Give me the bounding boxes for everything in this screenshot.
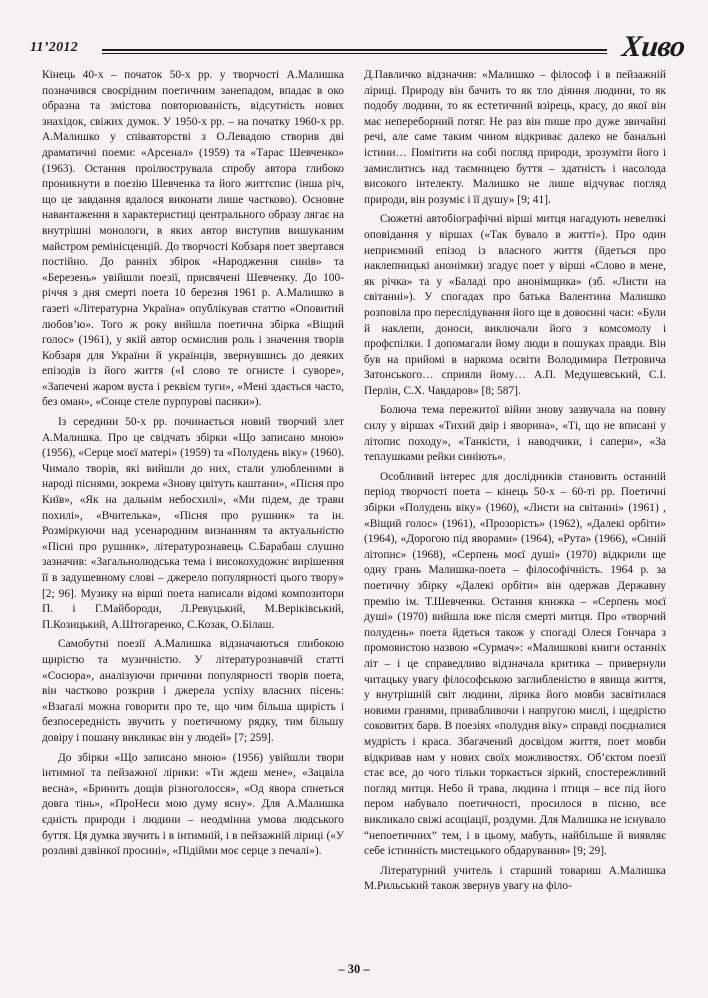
- paragraph: До збірки «Що записано мною» (1956) увійшли твори інтимної та пейзажної лірики: «Ти ждеш мене», «Зацвіла весна», «Бринить дощів різноголосся», «Од явора спнеться довга тінь», «ПроНеси мою думу ясну». Для А.Малишка єдність природи і людини – неодмінна умова людського буття. Ця думка звучить і в інтимній, і в пейзажній ліриці («У розливі дзвінкої просині», «Підійми моє серце з печалі»).: [42, 751, 344, 858]
- paragraph: Особливий інтерес для дослідників становить останній період творчості поета – кінець 50-х – 60-ті рр. Поетичні збірки «Полудень віку» (1960), «Листи на світанні» (1961) , «Віщий голос» (1961), «Прозорість» (1962), «Далекі орбіти» (1964), «Дорогою під яворами» (1964), «Рута» (1966), «Синій літопис» (1968), «Серпень моєї душі» (1970) відкрили ще одну грань Малишка-поета – філософічність. 1964 р. за поетичну збірку «Далекі орбіти» він одержав Державну премію ім. Т.Шевченка. Остання книжка – «Серпень моєї душі» (1970) вийшла вже після смерті митця. Про «творчий полудень» поета йдеться також у спогаді Олеся Гончара з промовистою назвою «Сурмач»: «Малишкові книги останніх літ – і це справедливо відзначала критика – привернули читацьку увагу філософською заглибленістю в явища життя, у внутрішній світ людини, лірика його мовби засвітилася новими гранями, привабливочи і напругою мислі, і щедрістю соковитих барв. В поезіях «полудня віку» справді поєдналися мудрість і краса. Збагачений досвідом життя, поет мовби відкривав нам у нових своїх можливостях. Об’єктом поезії стає все, до чого тільки торкається зіркий, спостережливий погляд митця. Небо й трава, людина і птиця – все під його пером набувало поетичності, просилося в пісню, все викликало свіжі асоціації, роздуми. Для Малишка не існувало “непоетичних” тем, і в цьому, мабуть, найбільше й виявляє себе істинність мистецького обдарування» [9; 29].: [364, 470, 666, 858]
- article-body: [42, 68, 666, 958]
- paragraph: Болюча тема пережитої війни знову зазвучала на повну силу у віршах «Тихий двір і яворина», «Ті, що не вписані у літопис походу», «Танкісти, і наводчики, і сапери», «За теплушками рейки синіють».: [364, 404, 666, 464]
- right-column: [364, 68, 666, 958]
- header-rule: [102, 49, 607, 51]
- journal-logo: Хиво: [620, 30, 687, 63]
- issue-number: 11’2012: [30, 40, 78, 55]
- paragraph: Самобутні поезії А.Малишка відзначаються глибокою щирістю та музичністю. У літературознавчій статті «Сосюра», аналізуючи причини популярності творів поета, він частково розкрив і джерела успіху власних пісень: «Взагалі можна говорити про те, що чим більша щирість і безпосередність звучить у поетичному рядку, тим більшу довіру і пошану викликає він у людей» [7; 259].: [42, 638, 344, 744]
- paragraph: Із середини 50-х рр. починається новий творчий злет А.Малишка. Про це свідчать збірки «Що записано мною» (1956), «Серце моєї матері» (1959) та «Полудень віку» (1960). Чимало творів, які вийшли до них, стали улюбленими в народі піснями, зокрема «Знову цвітуть каштани», «Пісня про Київ», «Як на дальнім небосхилі», «Ми підем, де трави похилі», «Вчителька», «Пісня про рушник» та ін. Розміркуючи над усенародним визнанням та актуальністю «Пісні про рушник», літературознавець С.Барабаш слушно зазначив: «Загальнолюдська тема і високохудожнє вирішення її в задушевному слові – джерело популярності цього твору» [2; 96]. Музику на вірші поета написали відомі композитори П. і Г.Майбороди, Л.Ревуцький, М.Веріківський, П.Козицький, А.Штогаренко, С.Козак, О.Білаш.: [42, 416, 344, 631]
- running-header: [30, 30, 685, 66]
- paragraph: Д.Павличко відзначив: «Малишко – філософ і в пейзажній ліриці. Природу він бачить то як тло діяння людини, то як подобу людини, то як естетичний взірець, красу, до якої він має непереборний потяг. Не раз він пише про дуже звичайні речі, але саме таким чином відкриває далеко не банальні істини… Помітити на собі погляд природи, зрозуміти його і замислитись над таємницею буття – здатність і насолода високого інтелекту. Малишко не лише відчуває погляд природи, він розуміє і її душу» [9; 41].: [364, 69, 666, 206]
- paragraph: Кінець 40-х – початок 50-х рр. у творчості А.Малишка позначився своєрідним поетичним занепадом, впадає в око образна та змістова повторюваність, відсутність нових знахідок, свіжих думок. У 1950-х рр. – на початку 1960-х рр. А.Малишко у співавторстві з О.Левадою створив дві драматичні поеми: «Арсенал» (1959) та «Тарас Шевченко» (1963). Остання проілюструвала спробу автора глибоко проникнути в поезію Шевченка та його життєпис (інша річ, що це завдання вдалося виконати лише частково). Основне навантаження в характеристиці центрального образу лягає на внутрішні монологи, в яких автор виступив вишуканим майстром ремінісценцій. До творчості Кобзаря поет звертався постійно. До ранніх збірок «Народження синів» та «Березень» увійшли поезії, присвячені Шевченку. До 100-річчя з дня смерті поета 10 березня 1961 р. А.Малишко в газеті «Літературна Україна» опублікував статтю «Оповитий любов’ю». Того ж року вийшла поетична збірка «Віщий голос» (1961), у якій автор осмислив роль і значення творів Кобзаря для України й українців, звернувшись до деяких епізодів із його життя («І слово те огнисте і суворе», «Запечені жаром вуста і реквієм туги», «Мені здається часто, без оман», «Сонце стеле пурпурові пасики»).: [42, 69, 344, 409]
- page-number: – 30 –: [338, 962, 370, 976]
- left-column: [42, 68, 344, 958]
- header-rule-thin: [102, 53, 607, 54]
- paragraph: Літературний учитель і старший товариш А.Малишка М.Рильський також звернув увагу на філо-: [364, 864, 666, 893]
- paragraph: Сюжетні автобіографічні вірші митця нагадують невеликі оповідання у віршах («Так бувало в житті»). Про один неприємний епізод із власного життя (йдеться про наклепницькі анонімки) згадує поет у вірші «Слово в мене, як річка» та у «Баладі про анонімщика» (зб. «Листи на світанні»). У спогадах про батька Валентина Малишко розповіла про переслідування його ще в довоєнні часи: «Були й наклепи, доноси, виключали його з комсомолу і профспілки. І допомагали йому люди в пошуках правди. Він був на прийомі в наркома освіти Володимира Петровича Затонського… сприяли йому… А.П. Медушевський, С.І. Перлін, С.Х. Чавдаров» [8; 587].: [364, 213, 666, 397]
